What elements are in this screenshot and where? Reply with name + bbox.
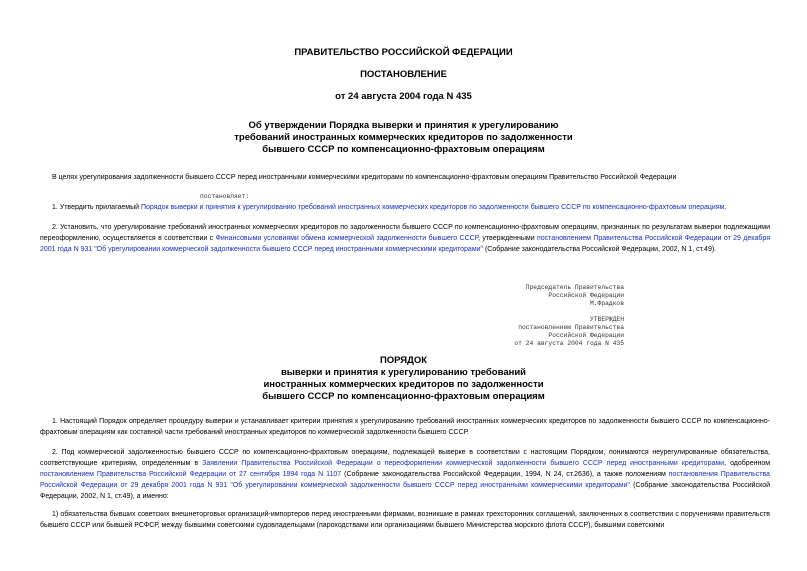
approved-label: УТВЕРЖДЕН: [589, 316, 624, 323]
decides-text: постановляет:: [200, 193, 250, 200]
p2-text: 2. Установить, что урегулирование требований иностранных коммерческих кредиторов по задолженности бывшего СССР по компенсационно-фрахтовым операциям, признанных по результатам выверки подлежащими переоформлению, осуществляется в соответствии с: [40, 224, 770, 242]
o2-mid-2: (Собрание законодательства Российской Федерации, 1994, N 24, ст.2636), а также положениям: [341, 471, 669, 478]
resolution-931-link[interactable]: постановлением Правительства Российской Федерации от 29 декабря 2001 года N 931 "Об урегулировании коммерческой задолженности бывшего СССР перед иностранными коммерческими кредиторами": [40, 235, 770, 253]
signature-role-1: Председатель Правительства: [525, 284, 624, 291]
approved-line-3: от 24 августа 2004 года N 435: [514, 340, 624, 347]
approved-block: [480, 316, 624, 348]
o2-mid-1: , одобренном: [724, 460, 771, 467]
o1-text: 1. Настоящий Порядок определяет процедуру выверки и устанавливает критерии принятия к урегулированию требований иностранных коммерческих кредиторов по задолженности бывшего СССР по компенсационно-фрахтовым операциям как составной части требований иностранных кредиторов по коммерческой задолженности бывшего СССР.: [40, 418, 770, 436]
document-date: от 24 августа 2004 года N 435: [335, 91, 472, 102]
approved-line-2: Российской Федерации: [548, 332, 624, 339]
statement-link[interactable]: Заявлении Правительства Российской Федерации о переоформлении коммерческой задолженности бывшего СССР перед иностранными кредиторами: [202, 460, 725, 467]
document-type: ПОСТАНОВЛЕНИЕ: [360, 69, 447, 80]
signature-role-2: Российской Федерации: [548, 292, 624, 299]
p1-text: 1. Утвердить прилагаемый: [52, 204, 141, 211]
o2-text: 2. Под коммерческой задолженностью бывшего СССР по компенсационно-фрахтовым операциям, подлежащей выверке в соответствии с настоящим Порядком, понимаются неурегулированные обязательства, соответствующие критериям, определенным в: [40, 449, 770, 467]
o2-end: (Собрание законодательства Российской Федерации, 2002, N 1, ст.49), а именно:: [40, 482, 771, 500]
signature-block: [480, 284, 624, 308]
o3-text: 1) обязательства бывших советских внешнеторговых организаций-импортеров перед иностранными фирмами, возникшие в рамках трехсторонних соглашений, заключенных в соответствии с поручениями правительств бывшего СССР или бывшей РСФСР, между бывшими советскими судовладельцами (пароходствами или организациями бывшего Министерства морского флота СССР), бывшими советскими: [40, 511, 770, 529]
approved-line-1: постановлением Правительства: [518, 324, 624, 331]
order-title-line-2: иностранных коммерческих кредиторов по задолженности: [263, 379, 544, 390]
resolution-1107-link[interactable]: постановлением Правительства Российской Федерации от 27 сентября 1994 года N 1107: [40, 471, 342, 478]
p1-end: .: [724, 204, 727, 211]
title-line-2: требований иностранных коммерческих кредиторов по задолженности: [234, 132, 573, 143]
order-link[interactable]: Порядок выверки и принятия к урегулированию требований иностранных коммерческих кредиторов по задолженности бывшего СССР по компенсационно-фрахтовым операциям: [140, 204, 725, 211]
order-paragraph-1: [40, 416, 770, 438]
financial-terms-link[interactable]: Финансовыми условиями обмена коммерческой задолженности бывшего СССР: [215, 235, 479, 242]
preamble-text: В целях урегулирования задолженности бывшего СССР перед иностранными коммерческими кредиторами по компенсационно-фрахтовым операциям Правительство Российской Федерации: [52, 174, 677, 181]
title-line-3: бывшего СССР по компенсационно-фрахтовым операциям: [262, 144, 545, 155]
signature-name: М.Фрадков: [589, 300, 624, 307]
order-title: ПОРЯДОК: [379, 355, 428, 366]
order-paragraph-2: [40, 447, 770, 502]
order-paragraph-3: [40, 509, 770, 531]
p2-end: (Собрание законодательства Российской Федерации, 2002, N 1, ст.49).: [483, 246, 717, 253]
paragraph-1: [40, 202, 770, 213]
government-heading: ПРАВИТЕЛЬСТВО РОССИЙСКОЙ ФЕДЕРАЦИИ: [294, 47, 513, 58]
title-line-1: Об утверждении Порядка выверки и принятия к урегулированию: [248, 120, 559, 131]
resolution-931-link-2[interactable]: постановления Правительства Российской Федерации от 29 декабря 2001 года N 931 "Об урегулировании коммерческой задолженности бывшего СССР перед иностранными коммерческими кредиторами": [40, 471, 770, 489]
p2-mid: , утвержденными: [478, 235, 537, 242]
preamble: [40, 172, 770, 183]
paragraph-2: [40, 222, 770, 255]
order-title-line-3: бывшего СССР по компенсационно-фрахтовым операциям: [262, 391, 545, 402]
order-title-line-1: выверки и принятия к урегулированию требований: [280, 367, 527, 378]
